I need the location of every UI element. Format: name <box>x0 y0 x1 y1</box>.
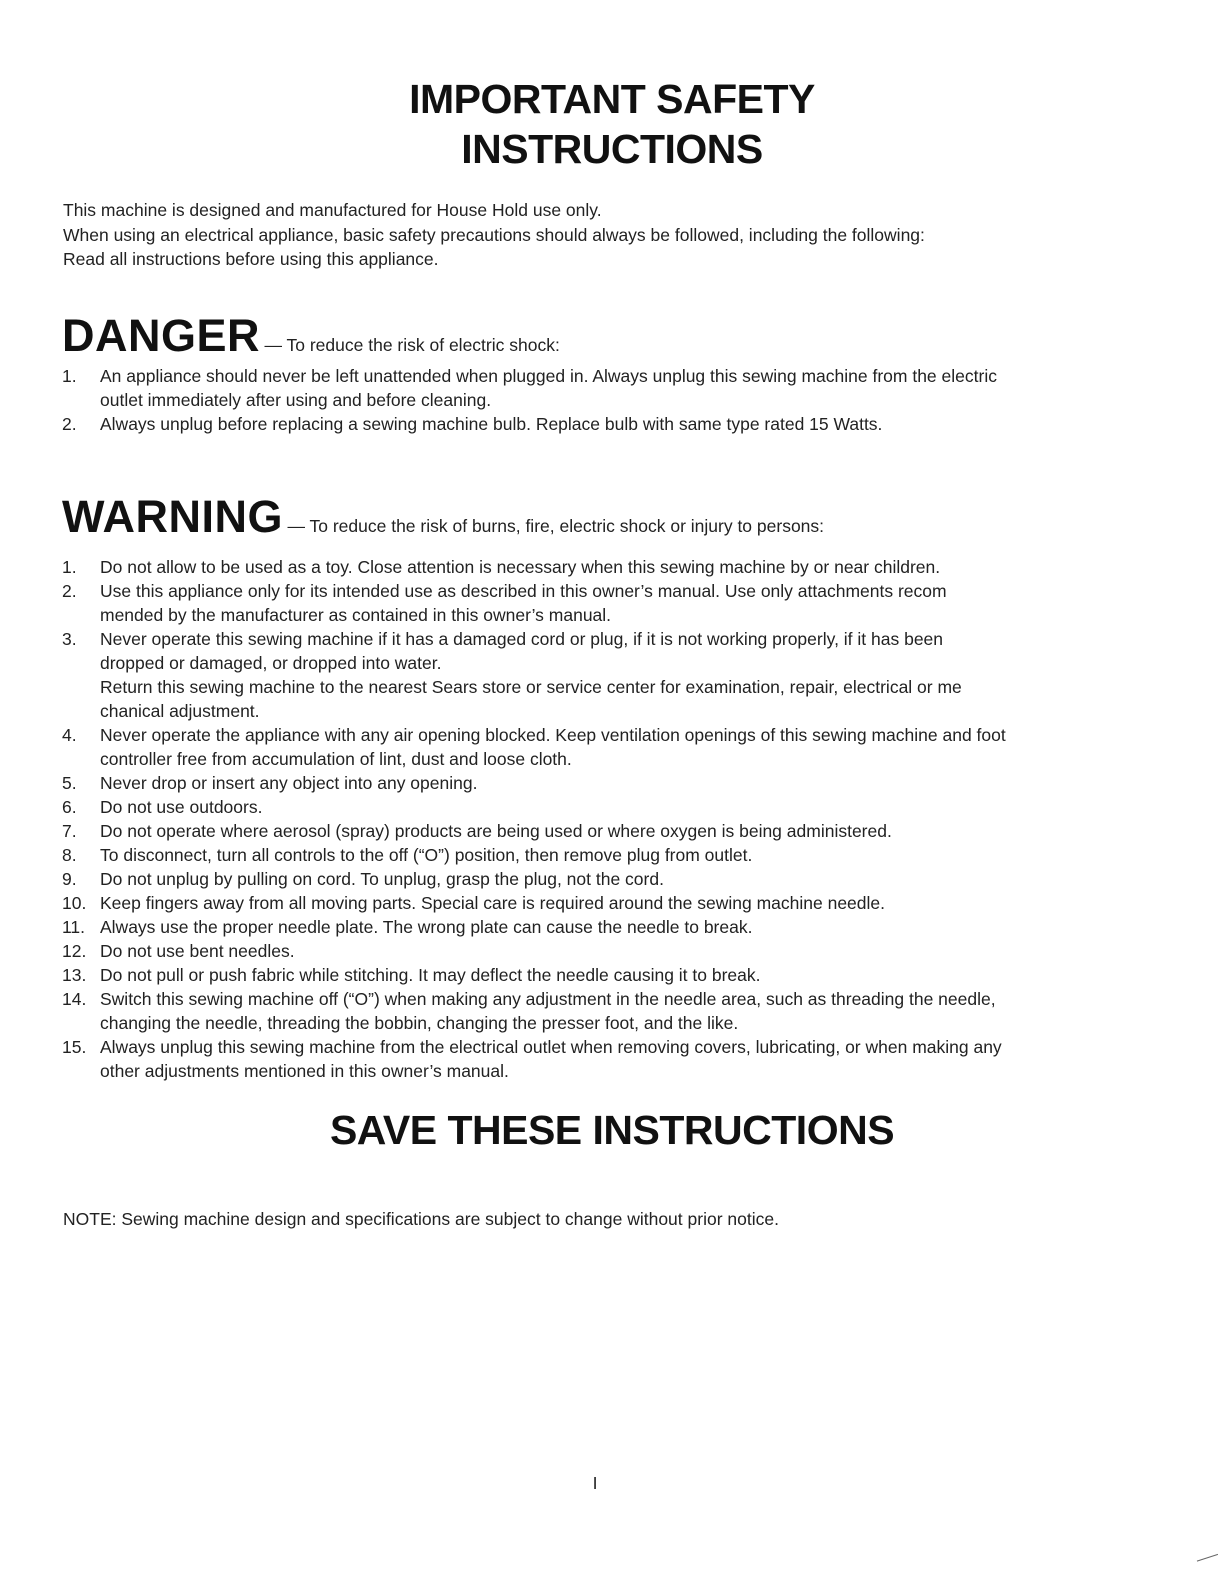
list-item-text: chanical adjustment. <box>100 701 260 721</box>
list-item-text: Never operate the appliance with any air opening blocked. Keep ventilation openings of this sewing machine and foot <box>100 725 1006 745</box>
list-item <box>0 795 1224 819</box>
page-title-line-2: INSTRUCTIONS <box>461 126 763 172</box>
list-item-text: Do not use outdoors. <box>100 797 263 817</box>
danger-list <box>0 364 1224 436</box>
list-item-text: mended by the manufacturer as contained in this owner’s manual. <box>100 605 612 625</box>
intro-line: When using an electrical appliance, basic safety precautions should always be followed, including the following: <box>63 224 925 245</box>
list-item <box>0 412 1224 436</box>
list-item-number: 15. <box>62 1037 87 1057</box>
list-item <box>0 819 1224 843</box>
list-item-number: 2. <box>62 581 77 601</box>
list-item-text: controller free from accumulation of lint, dust and loose cloth. <box>100 749 572 769</box>
page-title-line-1: IMPORTANT SAFETY <box>409 76 815 122</box>
warning-heading-word: WARNING <box>62 491 283 542</box>
scan-mark <box>1197 1554 1221 1571</box>
list-item <box>0 555 1224 579</box>
list-item-text: other adjustments mentioned in this owner’s manual. <box>100 1061 509 1081</box>
page-number: I <box>592 1473 598 1493</box>
warning-list <box>0 555 1224 1083</box>
intro-paragraph <box>63 198 925 272</box>
list-item <box>0 1035 1224 1083</box>
list-item <box>0 915 1224 939</box>
list-item-text: dropped or damaged, or dropped into water. <box>100 653 442 673</box>
list-item-number: 6. <box>62 797 77 817</box>
list-item-text: Never drop or insert any object into any opening. <box>100 773 478 793</box>
list-item <box>0 867 1224 891</box>
list-item-number: 1. <box>62 557 77 577</box>
note-text: NOTE: Sewing machine design and specifications are subject to change without prior notice. <box>63 1209 779 1229</box>
list-item-text: Always use the proper needle plate. The wrong plate can cause the needle to break. <box>100 917 753 937</box>
list-item-number: 13. <box>62 965 87 985</box>
list-item-text: Always unplug this sewing machine from the electrical outlet when removing covers, lubricating, or when making any <box>100 1037 1002 1057</box>
list-item <box>0 771 1224 795</box>
list-item-text: Do not allow to be used as a toy. Close attention is necessary when this sewing machine by or near children. <box>100 557 941 577</box>
warning-heading <box>62 491 824 543</box>
list-item <box>0 987 1224 1035</box>
list-item-number: 2. <box>62 414 77 434</box>
intro-line: Read all instructions before using this appliance. <box>63 249 439 269</box>
list-item-number: 10. <box>62 893 87 913</box>
list-item <box>0 364 1224 412</box>
list-item-number: 12. <box>62 941 87 961</box>
list-item <box>0 891 1224 915</box>
list-item-text: Do not unplug by pulling on cord. To unplug, grasp the plug, not the cord. <box>100 869 664 889</box>
list-item <box>0 579 1224 627</box>
list-item-text: Use this appliance only for its intended use as described in this owner’s manual. Use only attachments recom <box>100 581 947 601</box>
list-item-number: 5. <box>62 773 77 793</box>
list-item-text: Do not use bent needles. <box>100 941 295 961</box>
danger-heading <box>62 310 560 362</box>
list-item-number: 14. <box>62 989 87 1009</box>
list-item-text: An appliance should never be left unattended when plugged in. Always unplug this sewing machine from the electric <box>100 366 997 386</box>
list-item-text: changing the needle, threading the bobbin, changing the presser foot, and the like. <box>100 1013 739 1033</box>
list-item <box>0 843 1224 867</box>
list-item <box>0 963 1224 987</box>
warning-heading-subtitle: — To reduce the risk of burns, fire, electric shock or injury to persons: <box>287 516 825 536</box>
list-item-text: Never operate this sewing machine if it has a damaged cord or plug, if it is not working properly, if it has been <box>100 629 944 649</box>
page-title <box>0 74 1224 174</box>
list-item-text: Do not operate where aerosol (spray) products are being used or where oxygen is being administered. <box>100 821 892 841</box>
list-item-number: 1. <box>62 366 77 386</box>
save-instructions-heading: SAVE THESE INSTRUCTIONS <box>329 1107 895 1153</box>
list-item <box>0 627 1224 723</box>
list-item <box>0 939 1224 963</box>
list-item-text: outlet immediately after using and before cleaning. <box>100 390 492 410</box>
list-item-text: Always unplug before replacing a sewing machine bulb. Replace bulb with same type rated 15 Watts. <box>100 414 883 434</box>
list-item-number: 3. <box>62 629 77 649</box>
list-item-number: 8. <box>62 845 77 865</box>
danger-heading-subtitle: — To reduce the risk of electric shock: <box>264 335 560 355</box>
list-item-text: Keep fingers away from all moving parts. Special care is required around the sewing machine needle. <box>100 893 886 913</box>
list-item-number: 9. <box>62 869 77 889</box>
intro-line: This machine is designed and manufactured for House Hold use only. <box>63 200 602 220</box>
list-item <box>0 723 1224 771</box>
list-item-number: 11. <box>62 917 86 937</box>
danger-heading-word: DANGER <box>62 310 261 361</box>
list-item-text: Do not pull or push fabric while stitching. It may deflect the needle causing it to break. <box>100 965 761 985</box>
list-item-number: 4. <box>62 725 77 745</box>
list-item-text: Switch this sewing machine off (“O”) when making any adjustment in the needle area, such as threading the needle, <box>100 989 996 1009</box>
list-item-text: To disconnect, turn all controls to the off (“O”) position, then remove plug from outlet. <box>100 845 753 865</box>
list-item-number: 7. <box>62 821 77 841</box>
list-item-text: Return this sewing machine to the nearest Sears store or service center for examination, repair, electrical or me <box>100 677 962 697</box>
